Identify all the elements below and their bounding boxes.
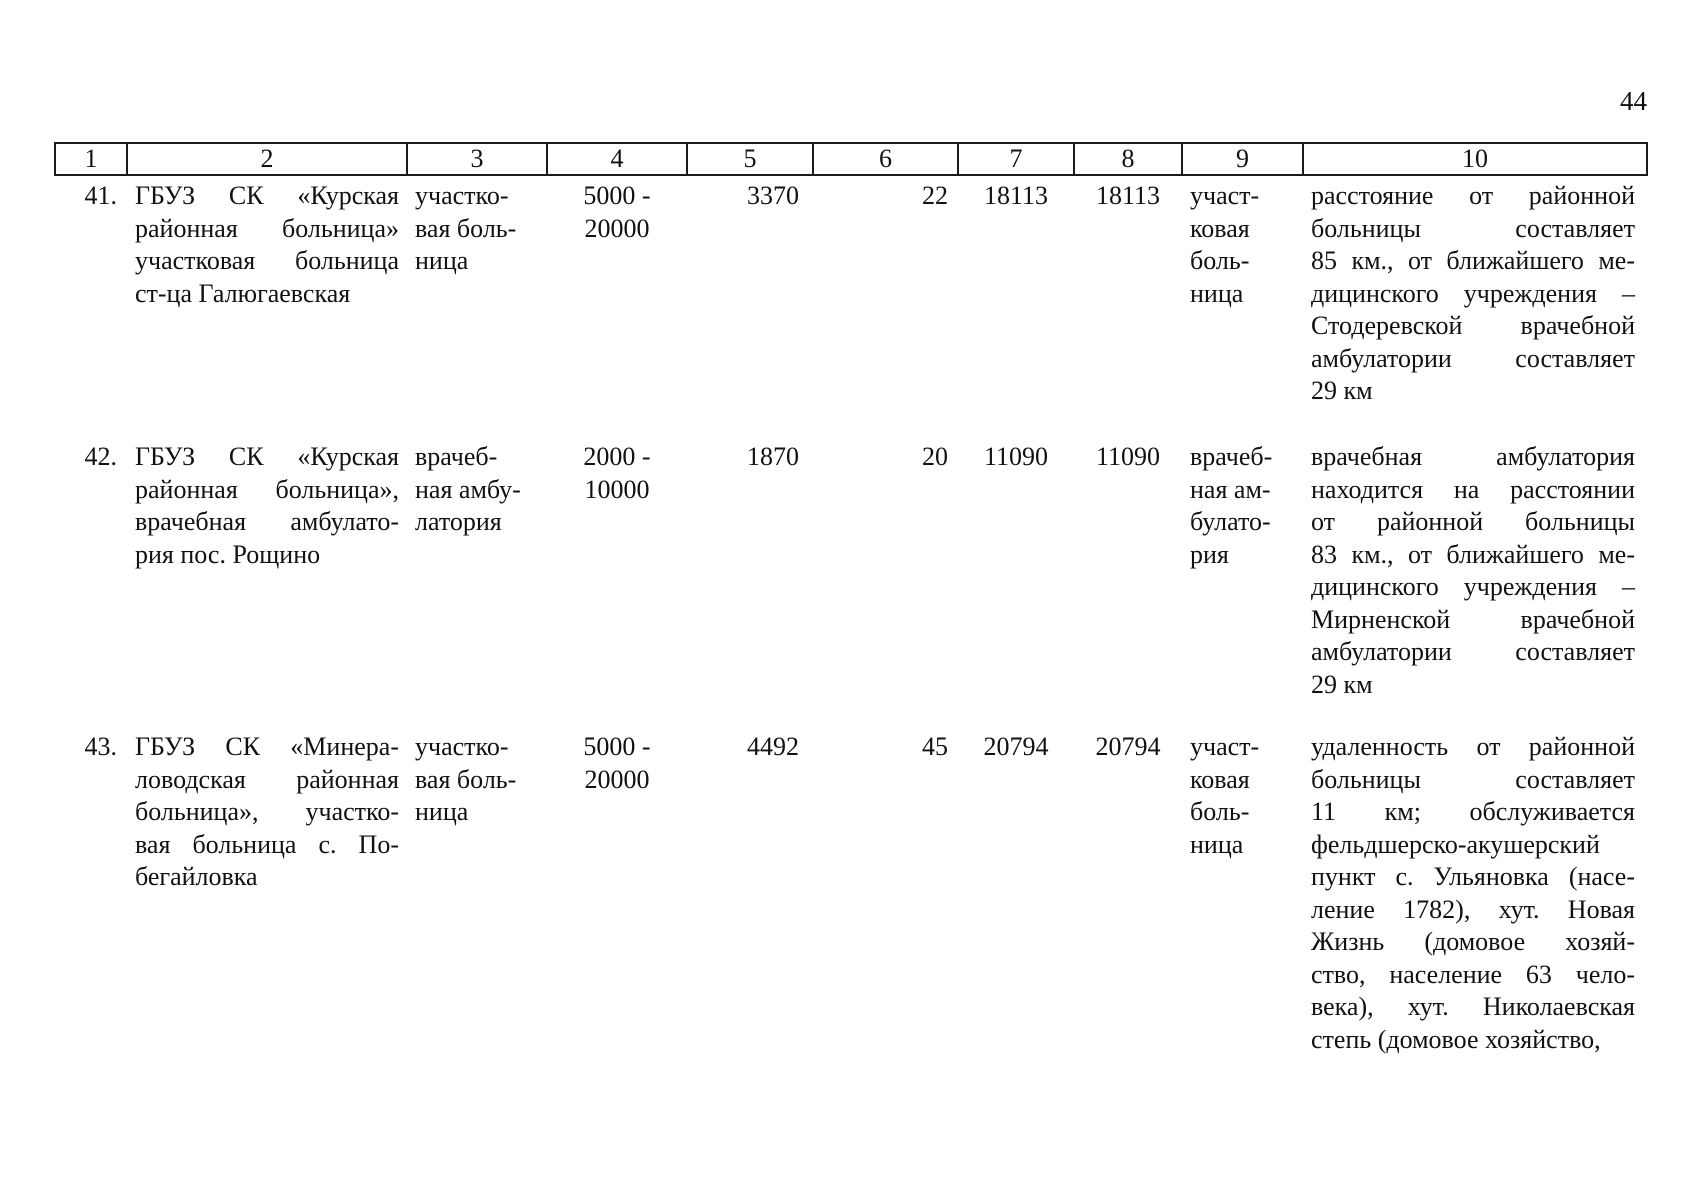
column-9-line: ница [1190,278,1244,308]
population-range-line: 5000 - [583,181,651,210]
population-range-line: 20000 [584,764,650,794]
facility-name-line: ГБУЗ СК «Минера- [135,732,399,761]
column-header-6: 6 [813,143,958,175]
table-row [55,175,1647,437]
facility-type-line: участко- [415,181,509,210]
note-line: расстояние от районной [1311,181,1635,210]
facility-type-line: ница [415,246,469,275]
facility-type [407,727,547,1056]
column-5-value: 4492 [747,732,799,761]
facility-name-line: районная больница», [135,474,399,504]
facility-name-line: бегайловка [135,862,258,891]
note-line: 29 км [1311,376,1373,405]
note-line: ство, население 63 чело- [1311,959,1635,989]
note-line: дицинского учреждения – [1311,278,1635,308]
column-header-7: 7 [958,143,1074,175]
facility-type-line: латория [415,507,502,536]
note-line: пункт с. Ульяновка (насе- [1311,862,1635,891]
facility-type-line: вая боль- [415,764,517,794]
column-9-line: ковая [1190,213,1250,243]
facility-type-line: ница [415,797,469,826]
note-line: от районной больницы [1311,507,1635,536]
column-8-value: 20794 [1095,732,1161,761]
page-number: 44 [1620,86,1647,116]
facility-name-line: вая больница с. По- [135,829,399,859]
column-header-2: 2 [127,143,407,175]
facility-type [407,437,547,727]
note-line: степь (домовое хозяйство, [1311,1024,1601,1054]
column-5-value: 3370 [747,181,799,210]
facility-name-line: районная больница» [135,213,399,243]
note-line: века), хут. Николаевская [1311,992,1635,1021]
column-6-value: 20 [922,442,948,471]
facility-type-line: вая боль- [415,213,517,243]
column-7-value: 18113 [983,181,1049,210]
population-range [547,175,687,437]
note-line: 29 км [1311,669,1373,699]
column-9-line: ница [1190,829,1244,859]
column-header-9: 9 [1182,143,1303,175]
column-9-line: боль- [1190,246,1250,275]
column-header-4: 4 [547,143,687,175]
note-line: больницы составляет [1311,213,1635,243]
column-8-value: 18113 [1095,181,1161,210]
facility-name-line: больница», участко- [135,797,399,826]
note-line: ление 1782), хут. Новая [1311,894,1635,924]
column-header-3: 3 [407,143,547,175]
table-row [55,437,1647,727]
facility-name-line: ГБУЗ СК «Курская [135,181,399,210]
note-line: амбулатории составляет [1311,343,1635,373]
population-range-line: 10000 [584,474,650,504]
note-line: Жизнь (домовое хозяй- [1311,927,1635,956]
column-9-type [1182,175,1303,437]
column-9-line: ковая [1190,764,1250,794]
column-9-line: врачеб- [1190,442,1273,471]
column-9-line: булато- [1190,507,1271,536]
hospital-table [54,142,1648,1056]
facility-name [127,175,407,437]
facility-name-line: участковая больница [135,246,399,275]
column-6-value: 45 [922,732,948,761]
facility-name [127,437,407,727]
note-line: фельдшерско-акушерский [1311,829,1600,859]
note-line: находится на расстоянии [1311,474,1635,504]
facility-type-line: ная амбу- [415,474,521,504]
note [1303,175,1647,437]
column-9-type [1182,437,1303,727]
note-line: 83 км., от ближайшего ме- [1311,539,1635,569]
column-9-line: боль- [1190,797,1250,826]
note-line: удаленность от районной [1311,732,1635,761]
column-6-value: 22 [922,181,948,210]
facility-name-line: врачебная амбулато- [135,507,399,536]
facility-type-line: врачеб- [415,442,498,471]
facility-name-line: ст-ца Галюгаевская [135,278,351,308]
column-header-5: 5 [687,143,813,175]
column-header-10: 10 [1303,143,1647,175]
population-range-line: 20000 [584,213,650,243]
note-line: больницы составляет [1311,764,1635,794]
population-range [547,727,687,1056]
facility-name-line: ГБУЗ СК «Курская [135,442,399,471]
table-row [55,727,1647,1056]
note [1303,727,1647,1056]
column-9-type [1182,727,1303,1056]
row-number: 42. [84,442,117,471]
column-7-value: 20794 [983,732,1049,761]
population-range-line: 2000 - [583,442,651,471]
column-9-line: рия [1190,539,1229,569]
column-9-line: ная ам- [1190,474,1271,504]
column-9-line: участ- [1190,732,1260,761]
note [1303,437,1647,727]
facility-type [407,175,547,437]
population-range [547,437,687,727]
column-header-8: 8 [1074,143,1182,175]
column-9-line: участ- [1190,181,1260,210]
header-row [55,143,1647,175]
note-line: Мирненской врачебной [1311,604,1635,634]
column-8-value: 11090 [1095,442,1161,471]
facility-name-line: рия пос. Рощино [135,539,321,569]
column-header-1: 1 [55,143,127,175]
facility-name-line: ловодская районная [135,764,399,794]
note-line: врачебная амбулатория [1311,442,1635,471]
note-line: Стодеревской врачебной [1311,311,1635,340]
facility-name [127,727,407,1056]
note-line: 85 км., от ближайшего ме- [1311,246,1635,275]
facility-type-line: участко- [415,732,509,761]
column-7-value: 11090 [983,442,1049,471]
row-number: 43. [84,732,117,761]
note-line: амбулатории составляет [1311,637,1635,666]
note-line: дицинского учреждения – [1311,572,1635,601]
population-range-line: 5000 - [583,732,651,761]
row-number: 41. [84,181,117,210]
note-line: 11 км; обслуживается [1311,797,1635,826]
column-5-value: 1870 [747,442,799,471]
